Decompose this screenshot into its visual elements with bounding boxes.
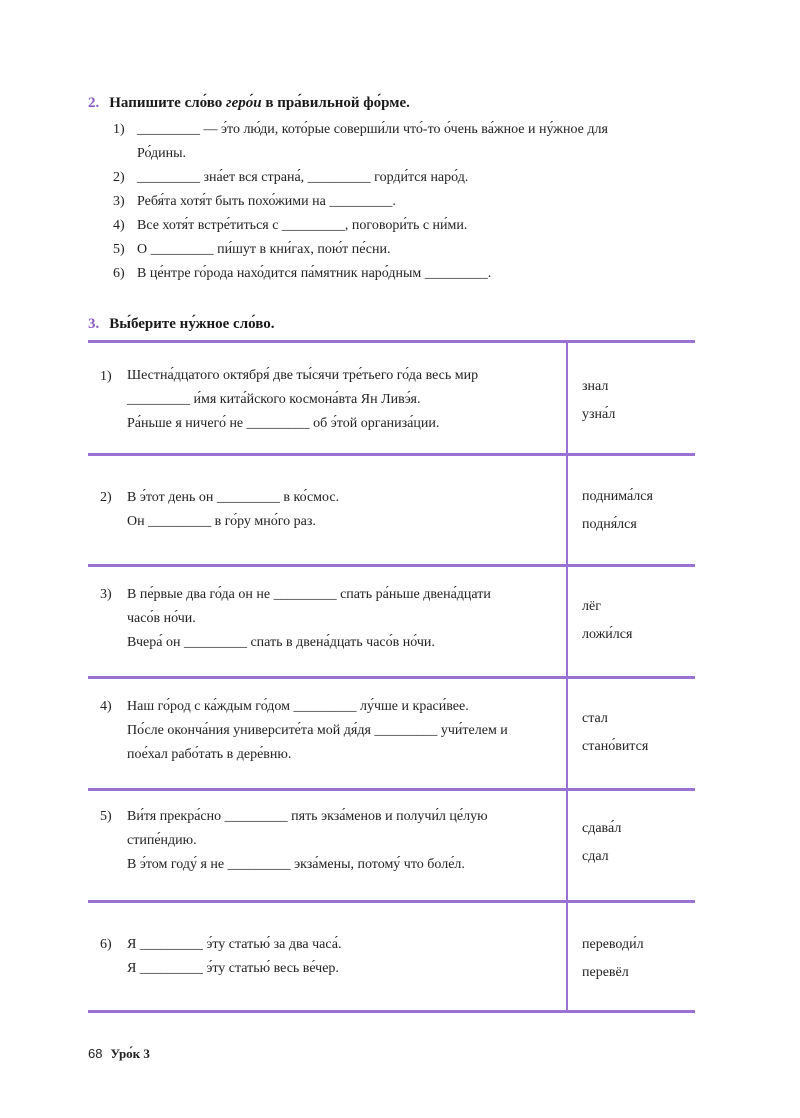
row-number: 2) [100, 490, 112, 505]
page-number: 68 [88, 1046, 103, 1061]
row-sentences: Ви́тя прекра́сно _________ пять экза́менов и получи́л це́лую стипе́ндию. В э́том году́ я не _________ экза́мены, потому́ что боле́л. [127, 809, 488, 872]
row-number: 1) [100, 369, 112, 384]
row-options: переводи́л перевёл [582, 937, 644, 980]
exercise-3-table [88, 340, 695, 1013]
row-number: 4) [100, 699, 112, 714]
row-options: лёг ложи́лся [582, 599, 633, 642]
list-item: 2) _________ зна́ет вся страна́, _________ горди́тся наро́д. [113, 170, 469, 185]
row-sentences: Я _________ э́ту статью́ за два часа́. Я _________ э́ту статью́ весь ве́чер. [127, 937, 342, 976]
exercise-3-number: 3. [88, 316, 100, 332]
row-number: 3) [100, 587, 112, 602]
list-item: 5) О _________ пи́шут в кни́гах, пою́т пе́сни. [113, 242, 391, 257]
row-number: 5) [100, 809, 112, 824]
page-footer [88, 1046, 150, 1062]
row-sentences: Шестна́дцатого октября́ две ты́сячи тре́тьего го́да весь мир _________ и́мя кита́йского космона́вта Ян Ливэ́я. Ра́ньше я ничего́ не _________ об э́той организа́ции. [127, 368, 479, 431]
exercise-3-title: Вы́берите ну́жное сло́во. [109, 316, 275, 332]
row-options: знал узна́л [582, 379, 616, 422]
exercise-3-heading [88, 316, 275, 333]
exercise-2-number: 2. [88, 95, 100, 111]
list-item: 6) В це́нтре го́рода нахо́дится па́мятник наро́дным _________. [113, 266, 492, 281]
lesson-label: Уро́к 3 [110, 1046, 150, 1061]
exercise-2-heading [88, 95, 410, 112]
list-item: 3) Ребя́та хотя́т быть похо́жими на _________. [113, 194, 396, 209]
row-options: поднима́лся подня́лся [582, 489, 653, 532]
row-options: стал стано́вится [582, 711, 649, 754]
table-row [88, 679, 695, 791]
table-row [88, 456, 695, 567]
table-row [88, 567, 695, 679]
exercise-2-title: Напишите сло́во геро́и в пра́вильной фо́рме. [109, 95, 410, 111]
row-options: сдава́л сдал [582, 821, 622, 864]
row-sentences: Наш го́род с ка́ждым го́дом _________ лу́чше и краси́вее. По́сле оконча́ния университе́та мой дя́дя _________ учи́телем и пое́хал рабо́тать в дере́вню. [127, 699, 508, 762]
list-item: 4) Все хотя́т встре́титься с _________, поговори́ть с ни́ми. [113, 218, 468, 233]
table-row [88, 791, 695, 903]
row-number: 6) [100, 937, 112, 952]
exercise-2-list [113, 118, 703, 286]
row-sentences: В э́тот день он _________ в ко́смос. Он _________ в го́ру мно́го раз. [127, 490, 340, 529]
row-sentences: В пе́рвые два го́да он не _________ спать ра́ньше двена́дцати часо́в но́чи. Вчера́ он _________ спать в двена́дцать часо́в но́чи. [127, 587, 491, 650]
table-row [88, 903, 695, 1013]
table-row [88, 343, 695, 456]
list-item: 1) _________ — э́то лю́ди, кото́рые соверши́ли что́-то о́чень ва́жное и ну́жное для Ро́дины. [113, 122, 608, 161]
